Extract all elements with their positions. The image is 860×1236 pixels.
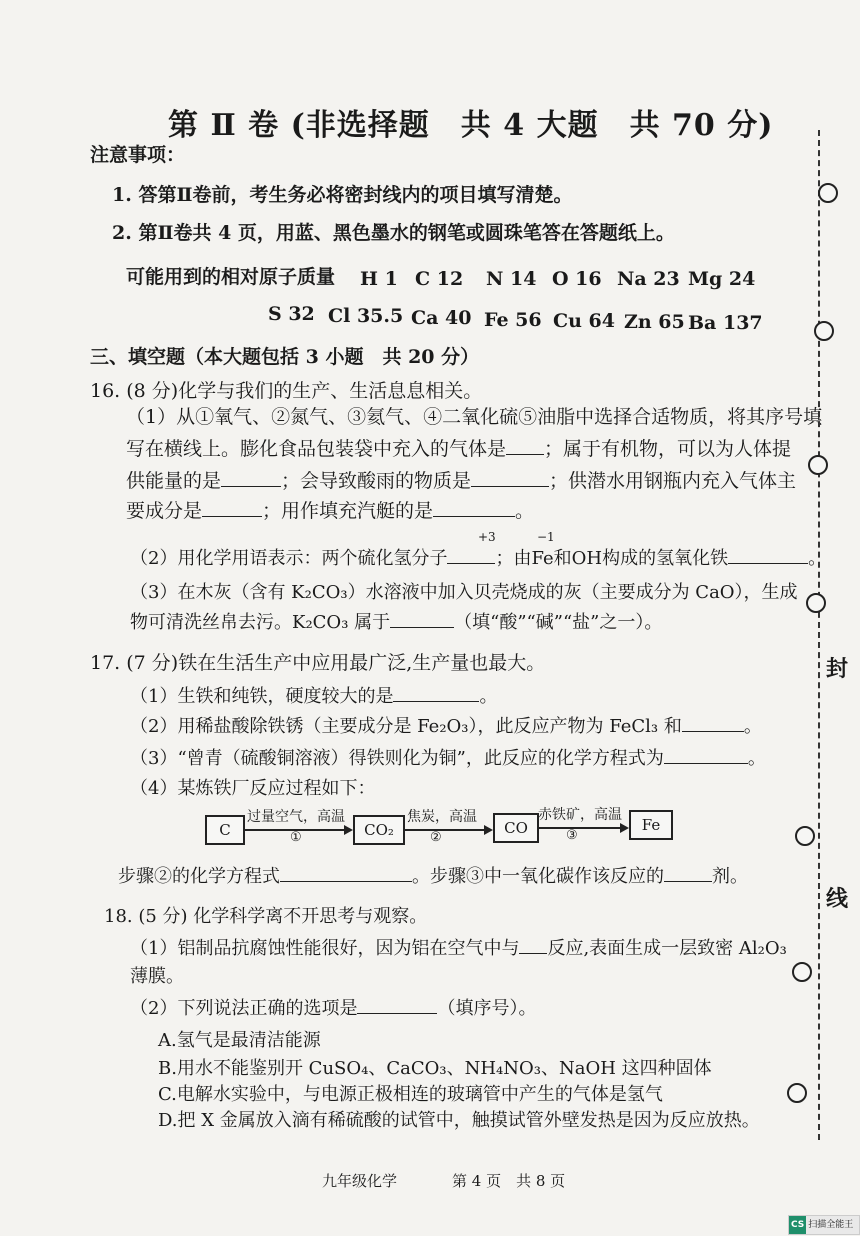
notice-item-1: 1. 答第Ⅱ卷前，考生务必将密封线内的项目填写清楚。 — [112, 184, 573, 206]
fe-valence: +3 — [478, 530, 496, 544]
flow-condition-1: 过量空气，高温 — [247, 809, 345, 825]
answer-blank[interactable] — [357, 995, 437, 1014]
q16-part1-line3: 供能量的是 ；会导致酸雨的物质是 ；供潜水用钢瓶内充入气体主 — [126, 470, 797, 492]
binding-hole — [795, 826, 815, 846]
q16-part1-line1: （1）从①氧气、②氮气、③氦气、④二氧化硫⑤油脂中选择合适物质，将其序号填 — [126, 406, 823, 428]
atomic-mass-s: S 32 — [268, 303, 315, 325]
q16-part1-line4: 要成分是 ；用作填充汽艇的是 。 — [126, 500, 535, 522]
atomic-mass-ba: Ba 137 — [688, 312, 763, 334]
q16-part3-line1: （3）在木灰（含有 K₂CO₃）水溶液中加入贝壳烧成的灰（主要成分为 CaO），生成 — [130, 582, 798, 603]
flow-node-co: CO — [493, 813, 539, 843]
answer-blank[interactable] — [682, 713, 744, 732]
binding-hole — [792, 962, 812, 982]
q16-stem: 16. (8 分)化学与我们的生产、生活息息相关。 — [90, 380, 483, 402]
q17-part1: （1）生铁和纯铁，硬度较大的是 。 — [130, 682, 497, 708]
atomic-mass-label: 可能用到的相对原子质量 — [126, 266, 336, 288]
answer-blank[interactable] — [664, 863, 712, 882]
answer-blank[interactable] — [506, 436, 544, 455]
atomic-mass-n: N 14 — [486, 268, 537, 290]
footer-page-number: 第 4 页 共 8 页 — [452, 1172, 566, 1190]
notice-item-2: 2. 第Ⅱ卷共 4 页，用蓝、黑色墨水的钢笔或圆珠笔答在答题纸上。 — [112, 222, 675, 244]
binding-hole — [787, 1083, 807, 1103]
scanner-watermark-badge: CS 扫描全能王 — [788, 1215, 860, 1235]
answer-blank[interactable] — [433, 498, 515, 517]
q18-part1: （1）铝制品抗腐蚀性能很好，因为铝在空气中与 反应,表面生成一层致密 Al₂O₃ — [130, 934, 787, 960]
q17-part4: （4）某炼铁厂反应过程如下： — [130, 778, 376, 799]
flow-condition-2: 焦炭，高温 — [407, 809, 477, 825]
answer-blank[interactable] — [519, 935, 547, 954]
atomic-mass-cu: Cu 64 — [553, 310, 615, 332]
q18-option-c: C.电解水实验中，与电源正极相连的玻璃管中产生的气体是氢气 — [158, 1084, 663, 1105]
seal-mark-xian: 线 — [826, 886, 849, 912]
q17-stem: 17. (7 分)铁在生活生产中应用最广泛,生产量也最大。 — [90, 652, 546, 674]
q18-option-d: D.把 X 金属放入滴有稀硫酸的试管中，触摸试管外壁发热是因为反应放热。 — [158, 1110, 760, 1131]
q18-option-a: A.氢气是最清洁能源 — [158, 1030, 321, 1051]
seal-line — [818, 130, 820, 1140]
atomic-mass-h: H 1 — [360, 268, 398, 290]
flow-node-co2: CO₂ — [353, 815, 405, 845]
section-3-heading: 三、填空题（本大题包括 3 小题 共 20 分） — [90, 346, 480, 368]
flow-condition-3: 赤铁矿，高温 — [538, 807, 622, 823]
q18-option-b: B.用水不能鉴别开 CuSO₄、CaCO₃、NH₄NO₃、NaOH 这四种固体 — [158, 1058, 712, 1079]
binding-hole — [808, 455, 828, 475]
answer-blank[interactable] — [202, 498, 262, 517]
notice-heading: 注意事项： — [90, 144, 186, 166]
flow-step-1: ① — [290, 830, 302, 845]
atomic-mass-o: O 16 — [552, 268, 602, 290]
flow-arrow-2 — [403, 829, 491, 831]
binding-hole — [818, 183, 838, 203]
footer-subject: 九年级化学 — [322, 1172, 398, 1190]
flow-node-fe: Fe — [629, 810, 673, 840]
q18-stem: 18. (5 分) 化学科学离不开思考与观察。 — [104, 906, 428, 927]
q17-part5: 步骤②的化学方程式 。步骤③中一氧化碳作该反应的 剂。 — [118, 862, 748, 888]
atomic-mass-mg: Mg 24 — [688, 268, 756, 290]
atomic-mass-c: C 12 — [415, 268, 464, 290]
answer-blank[interactable] — [390, 609, 454, 628]
binding-hole — [806, 593, 826, 613]
paper-title: 第 Ⅱ 卷 (非选择题 共 4 大题 共 70 分) — [168, 108, 774, 143]
atomic-mass-na: Na 23 — [617, 268, 680, 290]
flow-node-c: C — [205, 815, 245, 845]
answer-blank[interactable] — [664, 745, 748, 764]
q18-part1-end: 薄膜。 — [130, 966, 184, 987]
q16-part2: （2）用化学用语表示：两个硫化氢分子 ；由Fe和OH构成的氢氧化铁 。 — [130, 544, 826, 570]
q17-part3: （3）“曾青（硫酸铜溶液）得铁则化为铜”，此反应的化学方程式为 。 — [130, 744, 766, 770]
atomic-mass-zn: Zn 65 — [624, 311, 685, 333]
scanner-logo-icon: CS — [789, 1216, 806, 1234]
oh-valence: −1 — [537, 530, 555, 544]
answer-blank[interactable] — [221, 468, 281, 487]
answer-blank[interactable] — [393, 683, 479, 702]
q16-part1-line2: 写在横线上。膨化食品包装袋中充入的气体是 ；属于有机物，可以为人体提 — [126, 438, 792, 460]
answer-blank[interactable] — [728, 545, 808, 564]
atomic-mass-cl: Cl 35.5 — [328, 305, 404, 327]
binding-hole — [814, 321, 834, 341]
answer-blank[interactable] — [471, 468, 549, 487]
q18-part2: （2）下列说法正确的选项是 （填序号）。 — [130, 994, 536, 1020]
atomic-mass-fe: Fe 56 — [484, 309, 542, 331]
q16-part3-line2: 物可清洗丝帛去污。K₂CO₃ 属于 （填“酸”“碱”“盐”之一）。 — [130, 608, 662, 634]
answer-blank[interactable] — [447, 545, 495, 564]
q17-part2: （2）用稀盐酸除铁锈（主要成分是 Fe₂O₃），此反应产物为 FeCl₃ 和 。 — [130, 712, 762, 738]
flow-arrow-3 — [537, 827, 627, 829]
flow-step-2: ② — [430, 830, 442, 845]
flow-step-3: ③ — [566, 828, 578, 843]
atomic-mass-ca: Ca 40 — [411, 307, 472, 329]
answer-blank[interactable] — [280, 863, 412, 882]
seal-mark-feng: 封 — [826, 656, 849, 682]
